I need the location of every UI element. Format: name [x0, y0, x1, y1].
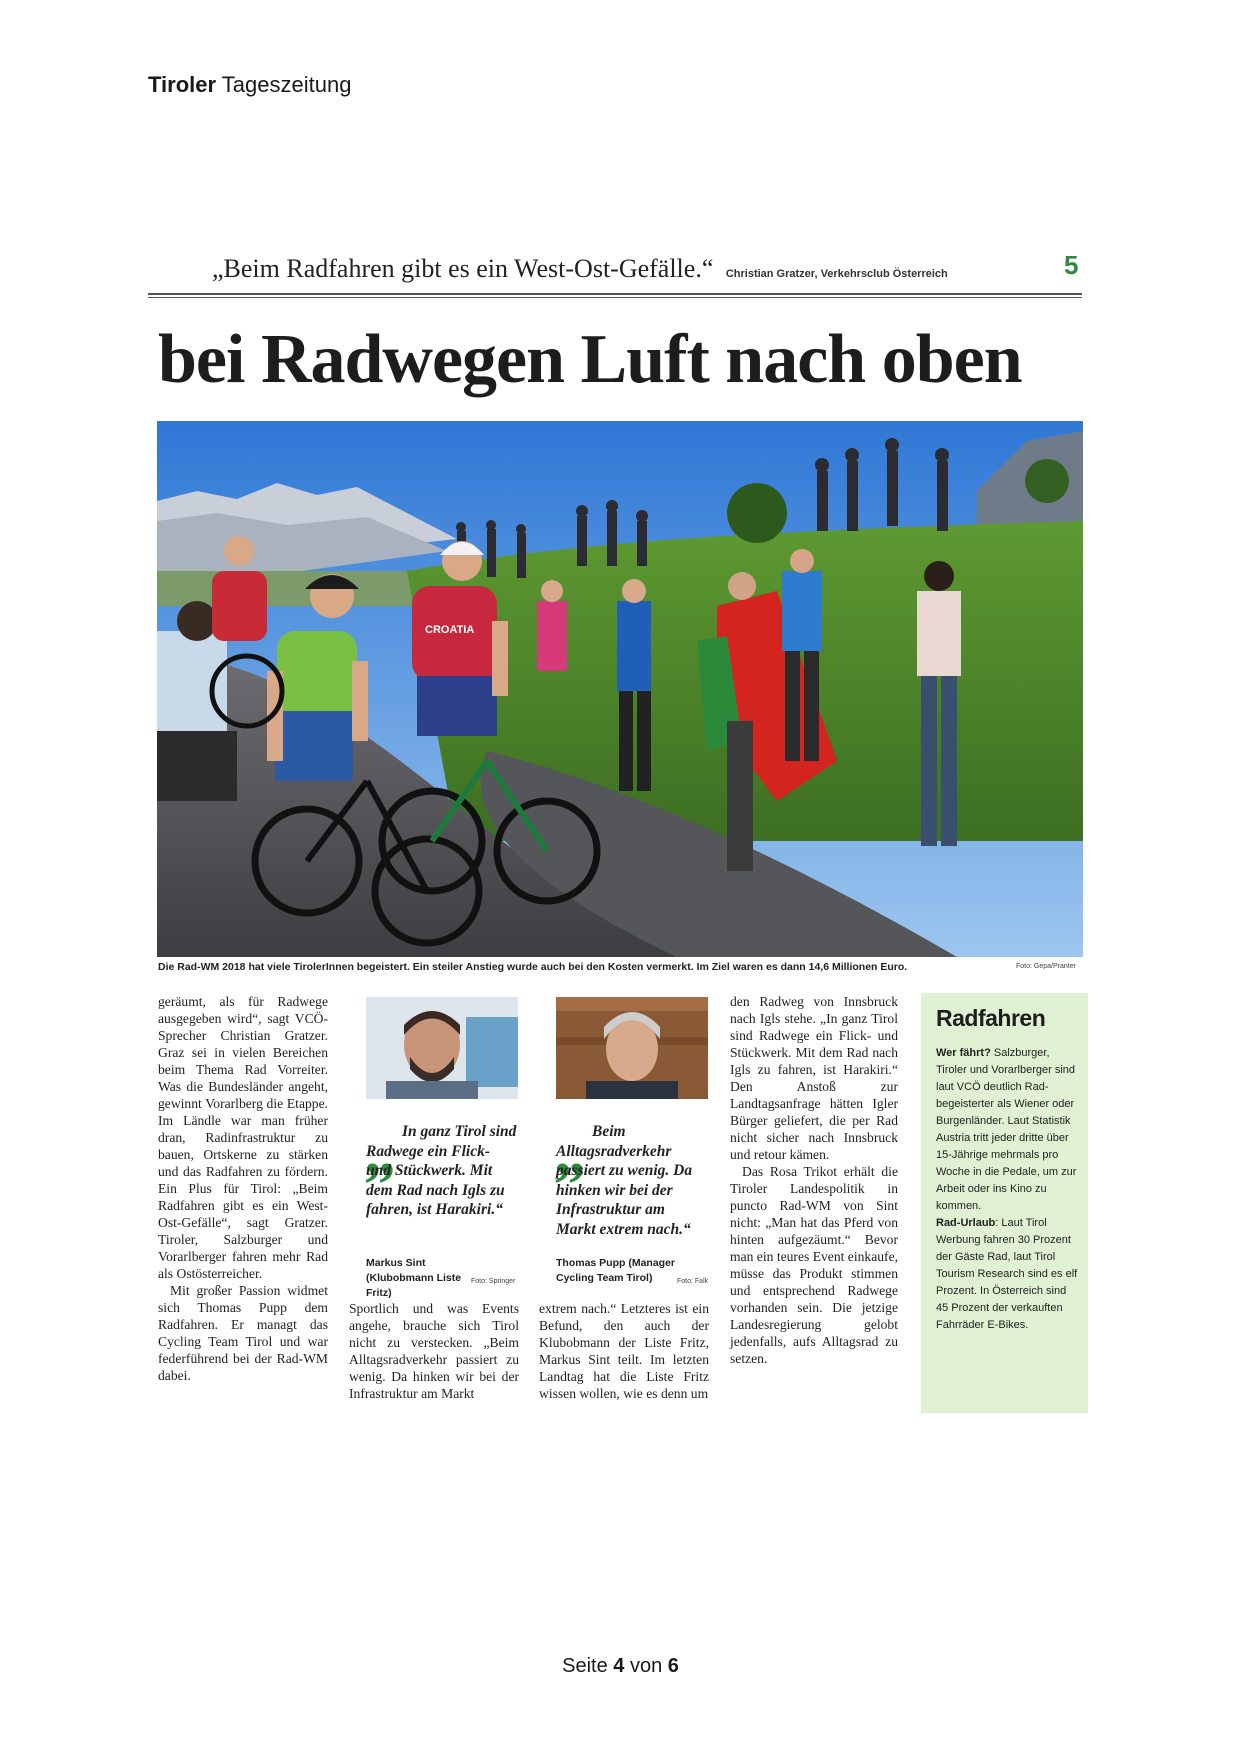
portrait-image	[556, 997, 708, 1099]
quote-attribution: Thomas Pupp (Manager Cycling Team Tirol)	[556, 1257, 676, 1284]
info-label: Rad-Urlaub	[936, 1217, 996, 1229]
portrait-credit: Foto: Springer	[471, 1278, 516, 1285]
kicker-quote: „Beim Radfahren gibt es ein West-Ost-Gefälle.“	[212, 254, 714, 283]
divider	[148, 293, 1082, 295]
page-number: 5	[1064, 250, 1079, 280]
info-text: : Laut Tirol Werbung fahren 30 Prozent der Gäste Rad, laut Tirol Tourism Research sind es elf Prozent. In Österreich sind 45 Prozent der verkauften Fahrräder E-Bikes.	[936, 1217, 1078, 1331]
info-label: Wer fährt?	[936, 1047, 991, 1059]
quote-mark: „	[364, 1116, 396, 1187]
main-photo	[157, 421, 1083, 957]
paragraph: den Radweg von Innsbruck nach Igls stehe. „In ganz Tirol sind Radwege ein Flick- und Stückwerk. Mit dem Rad nach Igls zu fahren, ist Harakiri.“ Den Anstoß zur Landtagsanfrage hätten Igler Bürger geliefert, die per Rad nicht sicher nach Innsbruck und retour kämen.	[730, 994, 898, 1162]
jersey-text: CROATIA	[425, 624, 475, 636]
portrait-thomas-pupp	[556, 997, 708, 1099]
pull-quote: Beim Alltagsradverkehr passiert zu wenig. Da hinken wir bei der Infrastruktur am Markt extrem nach.“	[556, 1123, 693, 1238]
article-column-1	[158, 993, 328, 1384]
portrait-image	[366, 997, 518, 1099]
newspaper-brand	[148, 72, 351, 98]
info-box-title: Radfahren	[936, 1005, 1046, 1031]
article-column-3	[539, 1300, 709, 1402]
quote-attribution: Markus Sint (Klubobmann Liste Fritz)	[366, 1257, 462, 1299]
quote-mark: „	[554, 1116, 586, 1187]
kicker-source: Christian Gratzer, Verkehrsclub Österreich	[725, 268, 948, 280]
footer-total-pages: 6	[667, 1655, 679, 1677]
paragraph: extrem nach.“ Letzteres ist ein Befund, den auch der Klubobmann der Liste Fritz, Markus Sint teilt. Im letzten Landtag hat die Liste Fritz wissen wollen, wie es denn um	[539, 1301, 709, 1401]
footer-middle: von	[624, 1655, 668, 1677]
footer-prefix: Seite	[562, 1655, 614, 1677]
paragraph: Das Rosa Trikot erhält die Tiroler Landespolitik in puncto Rad-WM von Sint nicht: „Man hat das Pferd von hinten aufgezäumt.“ Bevor man ein teures Event einkaufe, müsse das Produkt stimmen und entsprechend Radwege vorhanden sein. Die jetzige Landesregierung gelobt jedenfalls, aufs Alltagsrad zu setzen.	[730, 1164, 898, 1366]
cycling-race-photo	[157, 421, 1083, 957]
article-column-2	[349, 1300, 519, 1402]
kicker-line	[212, 254, 1082, 294]
brand-bold: Tiroler	[148, 72, 217, 97]
paragraph: Mit großer Passion widmet sich Thomas Pupp dem Radfahren. Er managt das Cycling Team Tirol und war federführend bei der Rad-WM dabei.	[158, 1283, 328, 1383]
brand-rest: Tageszeitung	[221, 72, 352, 97]
portrait-markus-sint	[366, 997, 518, 1099]
photo-caption: Die Rad-WM 2018 hat viele TirolerInnen begeistert. Ein steiler Anstieg wurde auch bei den Kosten vermerkt. Im Ziel waren es dann 14,6 Millionen Euro.	[158, 961, 908, 973]
article-column-4	[730, 993, 898, 1367]
info-box	[921, 993, 1088, 1413]
photo-credit: Foto: Gepa/Pranter	[1016, 963, 1076, 970]
portrait-credit: Foto: Falk	[677, 1278, 709, 1285]
paragraph: geräumt, als für Radwege ausgegeben wird“, sagt VCÖ-Sprecher Christian Gratzer. Graz sei in vielen Bereichen beim Thema Rad Vorreiter. Was die Bundesländer angeht, gewinnt Vorarlberg die Etappe. Im Ländle war man früher dran, Radinfrastruktur zu bauen, Ortskerne zu stärken und das Radfahren zu fördern. Ein Plus für Tirol: „Beim Radfahren gibt es ein West-Ost-Gefälle“, sagt Gratzer. Tiroler, Salzburger und Vorarlberger fahren mehr Rad als Ostösterreicher.	[158, 994, 328, 1281]
paragraph: Sportlich und was Events angehe, brauche sich Tirol nicht zu verstecken. „Beim Alltagsradverkehr passiert zu wenig. Da hinken wir bei der Infrastruktur am Markt	[349, 1301, 519, 1401]
footer-current-page: 4	[613, 1655, 625, 1677]
pull-quote: In ganz Tirol sind Radwege ein Flick- und Stückwerk. Mit dem Rad nach Igls zu fahren, ist Harakiri.“	[366, 1123, 517, 1218]
page-footer	[0, 1655, 1241, 1678]
info-text: Salzburger, Tiroler und Vorarlberger sind laut VCÖ deutlich Rad-begeisterter als Wiener oder Burgenländer. Laut Statistik Austria tritt jeder dritte über 15-Jährige mehrmals pro Woche in die Pedale, um zur Arbeit oder ins Kino zu kommen.	[936, 1047, 1077, 1212]
info-box-text	[936, 1045, 1081, 1334]
headline: bei Radwegen Luft nach oben	[158, 321, 1022, 398]
divider	[148, 297, 1082, 298]
